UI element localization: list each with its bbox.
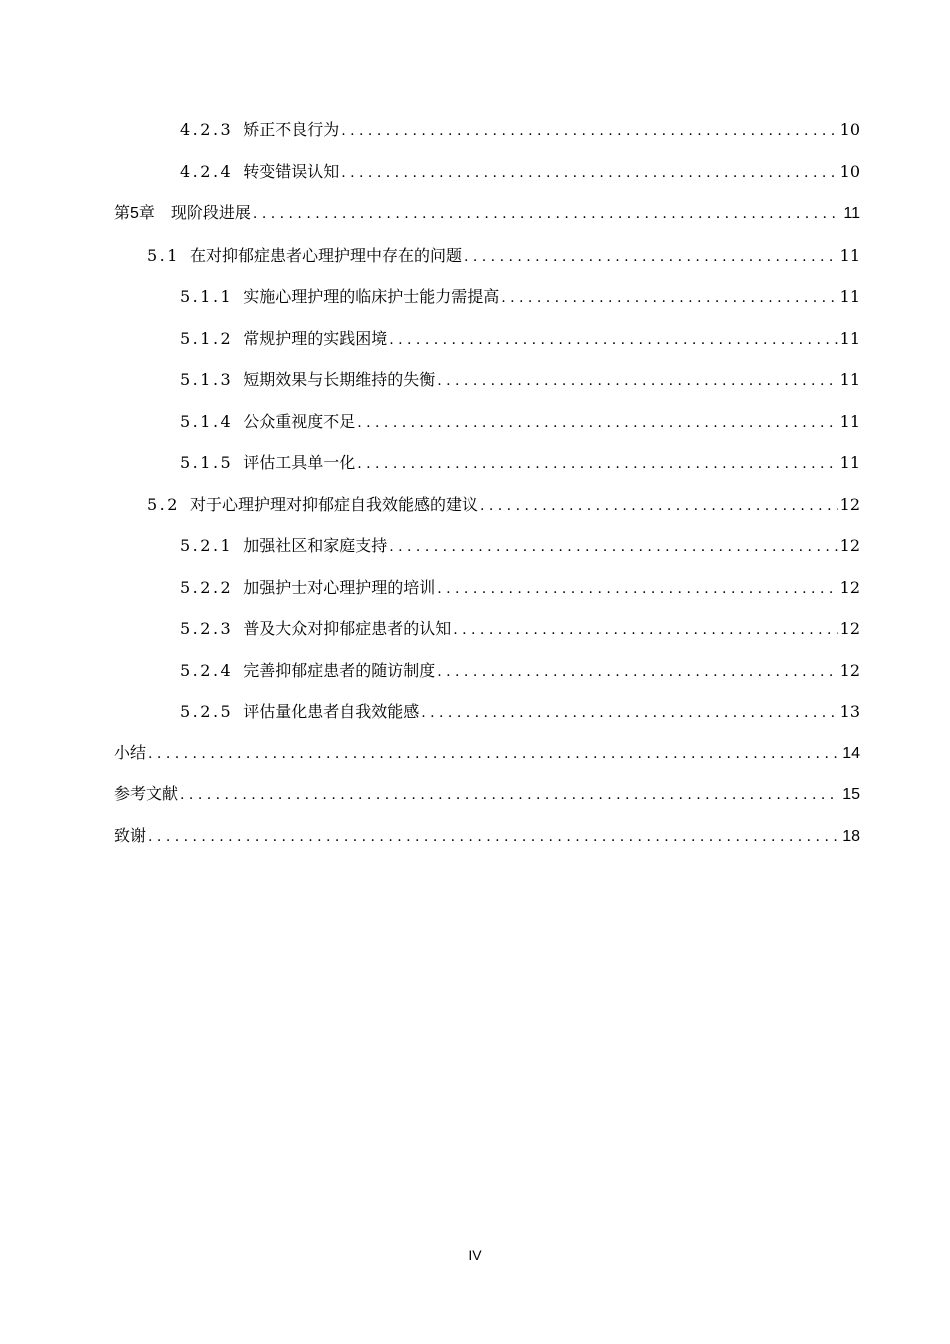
toc-entry-page: 12	[839, 661, 860, 680]
toc-entry-number: 5.1.5	[180, 453, 234, 472]
toc-entry-title: 普及大众对抑郁症患者的认知	[243, 619, 452, 638]
toc-entry-references[interactable]	[114, 783, 860, 807]
toc-entry-5-2-5[interactable]	[180, 700, 860, 724]
toc-entry-page: 14	[842, 745, 860, 762]
toc-entry-number: 5.1	[147, 246, 180, 265]
toc-entry-page: 12	[839, 619, 860, 638]
toc-entry-acknowledgements[interactable]	[114, 825, 860, 849]
dot-leader	[357, 452, 837, 476]
toc-entry-page: 10	[839, 120, 860, 139]
toc-entry-title: 对于心理护理对抑郁症自我效能感的建议	[189, 495, 478, 514]
page-number: IV	[468, 1247, 482, 1263]
dot-leader	[464, 245, 838, 269]
toc-entry-page: 12	[839, 578, 860, 597]
toc-entry-page: 11	[839, 453, 860, 472]
dot-leader	[148, 742, 840, 766]
toc-entry-5-2-1[interactable]	[180, 534, 860, 558]
toc-entry-number: 5.2.4	[180, 661, 234, 680]
toc-entry-title: 小结	[114, 745, 147, 762]
toc-entry-number: 4.2.4	[180, 162, 234, 181]
dot-leader	[389, 328, 837, 352]
toc-entry-5-1-1[interactable]	[180, 285, 860, 309]
toc-entry-number: 5.2.1	[180, 536, 234, 555]
toc-entry-4-2-4[interactable]	[180, 160, 860, 184]
toc-entry-number: 5.1.1	[180, 287, 234, 306]
dot-leader	[341, 119, 837, 143]
dot-leader	[437, 577, 837, 601]
toc-entry-number: 5.1.2	[180, 329, 234, 348]
toc-entry-5-1[interactable]	[147, 244, 860, 268]
toc-entry-title: 实施心理护理的临床护士能力需提高	[243, 287, 500, 306]
toc-entry-number: 5.2.2	[180, 578, 234, 597]
toc-entry-number: 5.2	[147, 495, 180, 514]
dot-leader	[357, 411, 837, 435]
toc-entry-5-2-3[interactable]	[180, 617, 860, 641]
dot-leader	[341, 161, 837, 185]
toc-entry-title: 评估工具单一化	[243, 453, 356, 472]
toc-entry-number: 5.2.5	[180, 702, 234, 721]
toc-entry-number: 4.2.3	[180, 120, 234, 139]
toc-entry-title: 完善抑郁症患者的随访制度	[243, 661, 436, 680]
dot-leader	[480, 494, 838, 518]
toc-entry-summary[interactable]	[114, 742, 860, 766]
toc-entry-page: 11	[839, 329, 860, 348]
dot-leader	[453, 618, 837, 642]
toc-entry-title: 公众重视度不足	[243, 412, 356, 431]
toc-entry-number: 5.2.3	[180, 619, 234, 638]
toc-entry-title: 现阶段进展	[170, 205, 251, 222]
toc-entry-title: 短期效果与长期维持的失衡	[243, 370, 436, 389]
toc-entry-title: 致谢	[114, 828, 147, 845]
toc-entry-title: 在对抑郁症患者心理护理中存在的问题	[189, 246, 462, 265]
toc-entry-title: 转变错误认知	[243, 162, 340, 181]
toc-entry-page: 11	[839, 370, 860, 389]
toc-entry-page: 13	[839, 702, 860, 721]
toc-entry-title: 评估量化患者自我效能感	[243, 702, 420, 721]
toc-entry-5-1-3[interactable]	[180, 368, 860, 392]
toc-entry-page: 12	[839, 536, 860, 555]
dot-leader	[389, 535, 837, 559]
toc-entry-number: 5.1.3	[180, 370, 234, 389]
dot-leader	[437, 369, 837, 393]
toc-entry-5-2[interactable]	[147, 493, 860, 517]
toc-entry-number: 第5章	[114, 205, 155, 222]
toc-entry-4-2-3[interactable]	[180, 118, 860, 142]
dot-leader	[421, 701, 837, 725]
toc-entry-5-1-2[interactable]	[180, 327, 860, 351]
toc-entry-title: 加强社区和家庭支持	[243, 536, 388, 555]
dot-leader	[148, 825, 840, 849]
toc-entry-page: 11	[839, 287, 860, 306]
toc-entry-page: 10	[839, 162, 860, 181]
toc-entry-5-1-4[interactable]	[180, 410, 860, 434]
toc-entry-page: 11	[839, 412, 860, 431]
toc-entry-page: 11	[843, 205, 860, 222]
toc-entry-number: 5.1.4	[180, 412, 234, 431]
dot-leader	[437, 660, 837, 684]
toc-entry-page: 15	[842, 786, 860, 803]
toc-entry-page: 12	[839, 495, 860, 514]
toc-entry-title: 常规护理的实践困境	[243, 329, 388, 348]
dot-leader	[180, 783, 840, 807]
toc-entry-5-2-4[interactable]	[180, 659, 860, 683]
toc-entry-page: 11	[839, 246, 860, 265]
toc-entry-5-2-2[interactable]	[180, 576, 860, 600]
toc-entry-5-1-5[interactable]	[180, 451, 860, 475]
toc-entry-chapter-5[interactable]	[114, 202, 860, 226]
toc-entry-title: 矫正不良行为	[243, 120, 340, 139]
toc-entry-title: 参考文献	[114, 786, 179, 803]
toc-entry-page: 18	[842, 828, 860, 845]
dot-leader	[253, 202, 841, 226]
dot-leader	[501, 286, 837, 310]
toc-entry-title: 加强护士对心理护理的培训	[243, 578, 436, 597]
